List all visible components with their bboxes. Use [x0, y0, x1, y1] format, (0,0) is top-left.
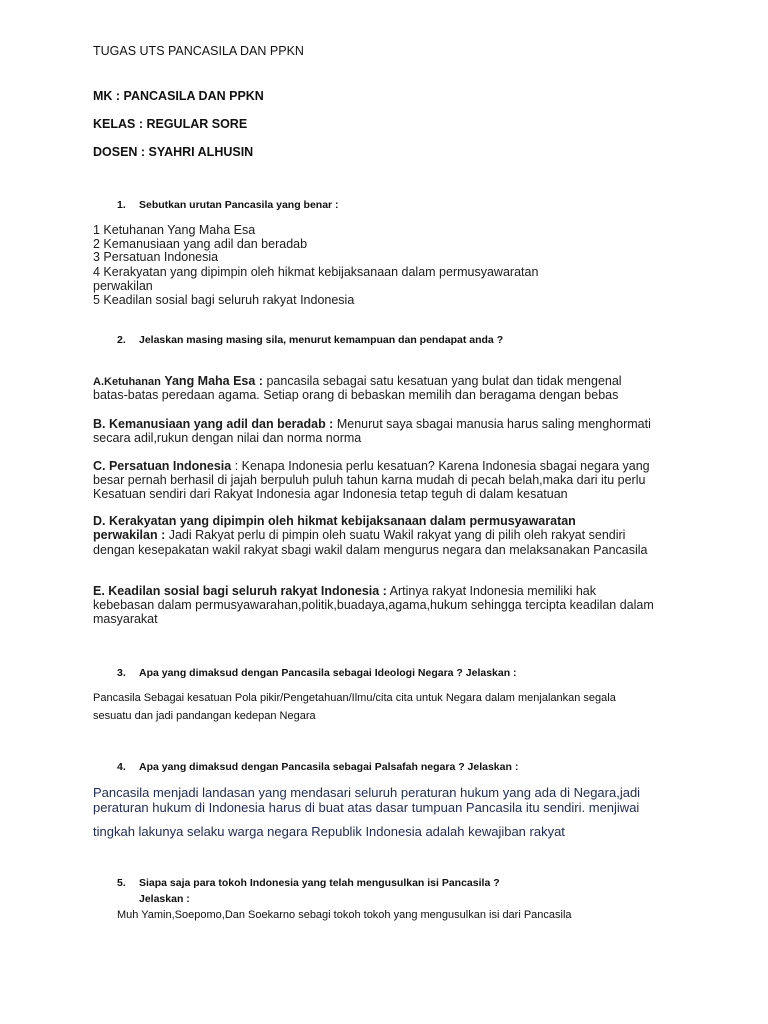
answer-a-line: A.Ketuhanan Yang Maha Esa : pancasila sebagai satu kesatuan yang bulat dan tidak mengenal	[93, 374, 622, 388]
question-text: Apa yang dimaksud dengan Pancasila sebagai Palsafah negara ? Jelaskan :	[139, 761, 519, 773]
answer-line: Pancasila menjadi landasan yang mendasari seluruh peraturan hukum yang ada di Negara,jadi	[93, 785, 641, 800]
answer-line: Muh Yamin,Soepomo,Dan Soekarno sebagi tokoh tokoh yang mengusulkan isi dari Pancasila	[117, 909, 572, 921]
answer-c-line: Kesatuan sendiri dari Rakyat Indonesia agar Indonesia tetap teguh di dalam kesatuan	[93, 487, 568, 501]
question-2	[117, 334, 503, 346]
answer-line: 5 Keadilan sosial bagi seluruh rakyat Indonesia	[93, 293, 355, 307]
class-line: KELAS : REGULAR SORE	[93, 117, 248, 131]
question-text: Sebutkan urutan Pancasila yang benar :	[139, 199, 339, 211]
question-1	[117, 199, 339, 211]
answer-line: 1 Ketuhanan Yang Maha Esa	[93, 223, 256, 237]
answer-d-line: dengan kesepakatan wakil rakyat sbagi wakil dalam mengurus negara dan melaksanakan Pancasila	[93, 543, 648, 557]
answer-e-line: masyarakat	[93, 612, 158, 626]
question-number: 3.	[117, 667, 126, 679]
answer-line: Pancasila Sebagai kesatuan Pola pikir/Pengetahuan/Ilmu/cita cita untuk Negara dalam menjalankan segala	[93, 692, 616, 704]
question-number: 2.	[117, 334, 126, 346]
course-line: MK : PANCASILA DAN PPKN	[93, 89, 264, 103]
answer-line: peraturan hukum di Indonesia harus di buat atas dasar tumpuan Pancasila itu sendiri. menjiwai	[93, 800, 640, 815]
answer-c-line: C. Persatuan Indonesia : Kenapa Indonesia perlu kesatuan? Karena Indonesia sbagai negara yang	[93, 459, 650, 473]
question-3	[117, 667, 517, 679]
question-number: 1.	[117, 199, 126, 211]
answer-line: sesuatu dan jadi pandangan kedepan Negara	[93, 710, 316, 722]
lecturer-line: DOSEN : SYAHRI ALHUSIN	[93, 145, 254, 159]
answer-b-line: secara adil,rukun dengan nilai dan norma norma	[93, 431, 362, 445]
answer-line: 4 Kerakyatan yang dipimpin oleh hikmat kebijaksanaan dalam permusyawaratan	[93, 265, 539, 279]
question-number: 5.	[117, 877, 126, 889]
answer-b-line: B. Kemanusiaan yang adil dan beradab : Menurut saya sbagai manusia harus saling menghormati	[93, 417, 651, 431]
question-4	[117, 761, 518, 773]
question-text: Siapa saja para tokoh Indonesia yang telah mengusulkan isi Pancasila ?	[139, 877, 500, 889]
answer-line: tingkah lakunya selaku warga negara Republik Indonesia adalah kewajiban rakyat	[93, 824, 565, 839]
answer-e-line: kebebasan dalam permusyawarahan,politik,buadaya,agama,hukum sehingga tercipta keadilan dalam	[93, 598, 654, 612]
document-title: TUGAS UTS PANCASILA DAN PPKN	[93, 44, 304, 58]
answer-e-line: E. Keadilan sosial bagi seluruh rakyat Indonesia : Artinya rakyat Indonesia memiliki hak	[93, 584, 596, 598]
answer-line: perwakilan	[93, 279, 153, 293]
question-text: Jelaskan masing masing sila, menurut kemampuan dan pendapat anda ?	[139, 334, 504, 346]
question-text: Apa yang dimaksud dengan Pancasila sebagai Ideologi Negara ? Jelaskan :	[139, 667, 517, 679]
question-5-subline: Jelaskan :	[139, 893, 190, 905]
question-5	[117, 877, 500, 889]
answer-line: 3 Persatuan Indonesia	[93, 250, 219, 264]
answer-a-line: batas-batas peredaan agama. Setiap orang di bebaskan memilih dan beragama dengan bebas	[93, 388, 619, 402]
answer-c-line: besar pernah berhasil di jajah berpuluh puluh tahun karna mudah di pecah belah,maka dari itu perlu	[93, 473, 646, 487]
answer-d-title: D. Kerakyatan yang dipimpin oleh hikmat kebijaksanaan dalam permusyawaratan	[93, 514, 576, 528]
answer-line: 2 Kemanusiaan yang adil dan beradab	[93, 237, 308, 251]
question-number: 4.	[117, 761, 126, 773]
answer-d-line: perwakilan : Jadi Rakyat perlu di pimpin oleh suatu Wakil rakyat yang di pilih oleh rakyat sendiri	[93, 528, 626, 542]
